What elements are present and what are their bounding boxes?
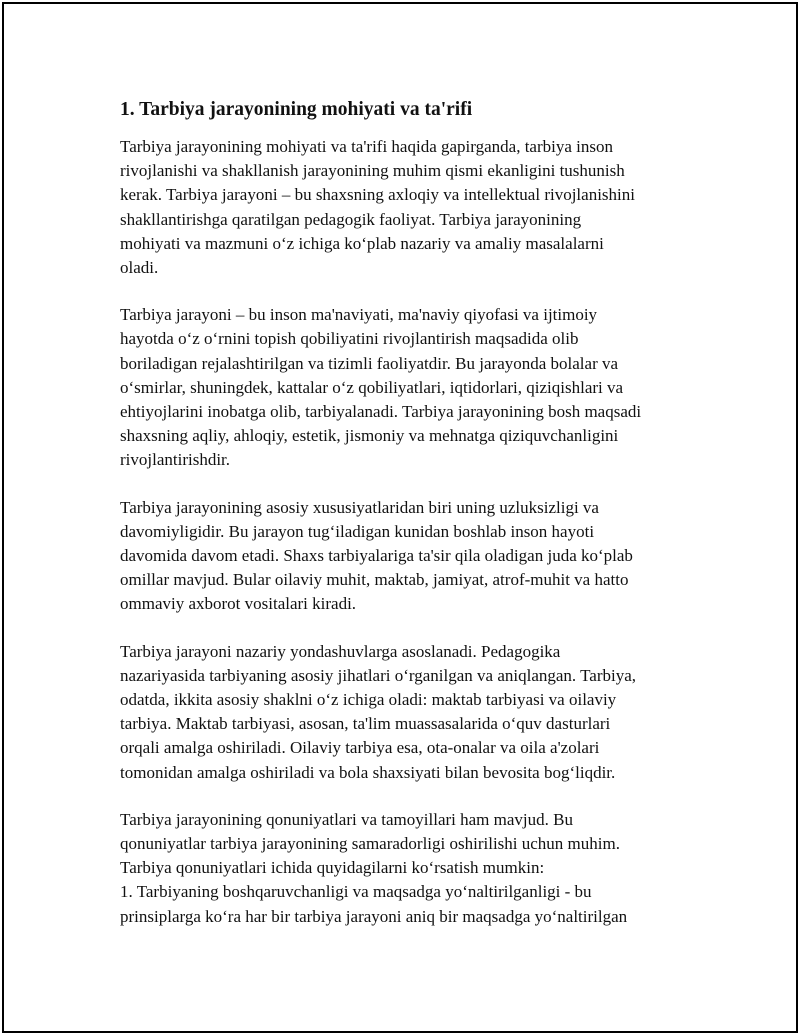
document-title: 1. Tarbiya jarayonining mohiyati va ta'rifi [120, 99, 473, 120]
paragraph [120, 640, 700, 785]
page-frame [2, 2, 798, 1033]
text-line: Tarbiya jarayonining mohiyati va ta'rifi haqida gapirganda, tarbiya inson [120, 137, 613, 156]
paragraph [120, 303, 700, 472]
text-line: rivojlanishi va shakllanish jarayonining muhim qismi ekanligini tushunish [120, 161, 625, 181]
text-line: Tarbiya jarayonining asosiy xususiyatlaridan biri uning uzluksizligi va [120, 497, 599, 517]
text-line: tarbiya. Maktab tarbiyasi, asosan, ta'lim muassasalarida o‘quv dasturlari [120, 714, 611, 734]
text-line: o‘smirlar, shuningdek, kattalar o‘z qobiliyatlari, iqtidorlari, qiziqishlari va [120, 377, 624, 397]
text-line: qonuniyatlar tarbiya jarayonining samaradorligi oshirilishi uchun muhim. [120, 834, 620, 854]
paragraph [120, 496, 700, 617]
text-line: nazariyasida tarbiyaning asosiy jihatlari o‘rganilgan va aniqlangan. Tarbiya, [120, 665, 637, 685]
text-line: 1. Tarbiyaning boshqaruvchanligi va maqsadga yo‘naltirilganligi - bu [120, 882, 592, 902]
text-line: hayotda o‘z o‘rnini topish qobiliyatini rivojlantirish maqsadida olib [120, 329, 579, 349]
text-line: kerak. Tarbiya jarayoni – bu shaxsning axloqiy va intellektual rivojlanishini [120, 185, 635, 205]
text-line: davomida davom etadi. Shaxs tarbiyalariga ta'sir qila oladigan juda ko‘plab [120, 546, 633, 566]
text-line: odatda, ikkita asosiy shaklni o‘z ichiga oladi: maktab tarbiyasi va oilaviy [120, 690, 617, 710]
text-line: oladi. [120, 258, 159, 278]
text-line: orqali amalga oshiriladi. Oilaviy tarbiya esa, ota-onalar va oila a'zolari [120, 738, 600, 758]
text-line: boriladigan rejalashtirilgan va tizimli faoliyatdir. Bu jarayonda bolalar va [120, 353, 619, 373]
text-line: mohiyati va mazmuni o‘z ichiga ko‘plab nazariy va amaliy masalalarni [120, 233, 604, 253]
text-line: omillar mavjud. Bular oilaviy muhit, maktab, jamiyat, atrof-muhit va hatto [120, 570, 629, 590]
document-body [120, 97, 700, 952]
text-line: prinsiplarga ko‘ra har bir tarbiya jarayoni aniq bir maqsadga yo‘naltirilgan [120, 906, 628, 926]
text-line: tomonidan amalga oshiriladi va bola shaxsiyati bilan bevosita bog‘liqdir. [120, 762, 616, 782]
text-line: Tarbiya qonuniyatlari ichida quyidagilarni ko‘rsatish mumkin: [120, 858, 545, 878]
text-line: davomiyligidir. Bu jarayon tug‘iladigan kunidan boshlab inson hayoti [120, 521, 595, 541]
text-line: shakllantirishga qaratilgan pedagogik faoliyat. Tarbiya jarayonining [120, 209, 582, 229]
paragraph [120, 808, 700, 929]
text-line: ehtiyojlarini inobatga olib, tarbiyalanadi. Tarbiya jarayonining bosh maqsadi [120, 402, 642, 422]
text-line: ommaviy axborot vositalari kiradi. [120, 594, 357, 614]
text-line: Tarbiya jarayoni nazariy yondashuvlarga asoslanadi. Pedagogika [120, 641, 561, 661]
text-line: Tarbiya jarayoni – bu inson ma'naviyati, ma'naviy qiyofasi va ijtimoiy [120, 305, 598, 325]
paragraph [120, 135, 700, 280]
text-line: shaxsning aqliy, ahloqiy, estetik, jismoniy va mehnatga qiziquvchanligini [120, 426, 619, 446]
text-line: rivojlantirishdir. [120, 450, 231, 470]
text-line: Tarbiya jarayonining qonuniyatlari va tamoyillari ham mavjud. Bu [120, 809, 573, 829]
